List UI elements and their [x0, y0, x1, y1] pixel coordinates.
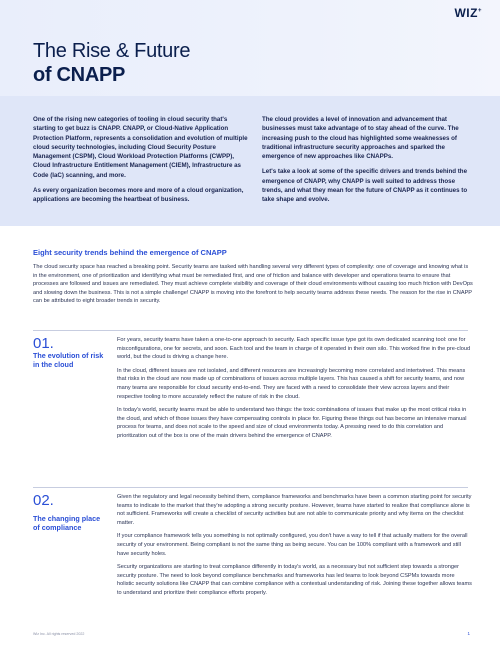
item-paragraph: In today's world, security teams must be able to understand two things: the toxic combinations of issues that make up the most critical risks in the cloud, and which of those issues they have compensating controls in place for. Figuring these things out has become an intensive manual process for teams, and does not scale to the speed and size of cloud environments today. A pressing need to do this correlation and prioritization out of the box is one of the main drivers behind the emergence of CNAPP. [117, 407, 467, 439]
intro-right-p1: The cloud provides a level of innovation and advancement that businesses must take advantage of to stay ahead of the curve. The increasing push to the cloud has highlighted some weaknesses of traditional infrastructure security approaches and sparked the emergence of new approaches like CNAPPs. [262, 116, 459, 161]
item-paragraph: Given the regulatory and legal necessity behind them, compliance frameworks and benchmarks have been a common starting point for security teams to indicate to the market that they're adopting a strong security posture. However, teams have started to realize that compliance alone is not sufficient. Frameworks will create a checklist of security activities but are not able to communicate priority and why items on the checklist matter. [117, 494, 472, 526]
item-paragraph: In the cloud, different issues are not isolated, and different resources are increasingly becoming more correlated and intertwined. This means that risks in the cloud are now made up of combinations of issues across multiple layers. This has caused a shift for security teams, and now many teams are responsible for cloud security end-to-end. They are faced with a need to consolidate their view across layers and their respective tooling to more accurately reflect the nature of risk in the cloud. [117, 367, 466, 400]
intro-left-column [33, 115, 248, 211]
divider [33, 487, 468, 488]
intro-right-p2: Let's take a look at some of the specific drivers and trends behind the emergence of CNAPP, why CNAPP is well suited to address those trends, and what they mean for the future of CNAPP as it continues to take shape and evolve. [262, 168, 468, 204]
page-number: 1 [467, 631, 470, 636]
section-heading: Eight security trends behind the emergence of CNAPP [33, 248, 227, 257]
brand-logo: WIZ+ [454, 6, 482, 20]
page-title-line1: The Rise & Future [33, 40, 191, 62]
item-body [117, 493, 472, 603]
item-paragraph: For years, security teams have taken a one-to-one approach to security. Each specific issue type got its own dedicated scanning tool: one for misconfigurations, one for secrets, and soon. Each tool and the team in charge of it operated in their own silo. This worked fine in the pre-cloud world, but the cloud is driving a change here. [117, 337, 471, 361]
footer-copyright: Wiz Inc. All rights reserved 2022 [33, 632, 85, 636]
divider [33, 330, 468, 331]
item-paragraph: Security organizations are starting to treat compliance differently in today's world, as a necessary but not sufficient step towards a stronger security posture. The need to look beyond compliance benchmarks and frameworks has led teams to look beyond CSPMs towards more holistic security solutions like CNAPP that can combine compliance with a contextual understanding of risk. Joining these together allows teams to understand and prioritize their compliance efforts properly. [117, 564, 472, 596]
item-paragraph: If your compliance framework tells you something is not optimally configured, you don't have a way to tell if that actually matters for the overall security of your environment. Being compliant is not the same thing as being secure. You can be 100% compliant with a framework and still have security holes. [117, 533, 468, 557]
item-number: 01. [33, 335, 54, 352]
intro-left-p2: As every organization becomes more and more of a cloud organization, applications are becoming the heartbeat of business. [33, 187, 244, 204]
item-body [117, 336, 472, 446]
page-title-line2: of CNAPP [33, 64, 126, 86]
item-label: The evolution of risk in the cloud [33, 351, 104, 369]
intro-left-p1: One of the rising new categories of tooling in cloud security that's starting to get buzz is CNAPP. CNAPP, or Cloud-Native Application Protection Platform, represents a consolidation and evolution of multiple cloud security technologies, including Cloud Security Posture Management (CSPM), Cloud Workload Protection Platforms (CWPP), Cloud Infrastructure Entitlement Management (CIEM), Infrastructure as Code (IaC) scanning, and more. [33, 116, 248, 179]
item-number: 02. [33, 492, 54, 509]
section-intro: The cloud security space has reached a breaking point. Security teams are tasked with handling several very different types of complexity: one of coverage and knowing what is in the environment, one of prioritization and identifying what must be remediated first, and one of friction and balance with developer and operations teams to ensure that processes are followed and issues are remediated. They must achieve complete visibility and coverage of their cloud environments without causing too much friction with DevOps and slowing down the business. This is not a simple challenge! CNAPP is moving into the forefront to help security teams address these needs. The reason for the rise in CNAPP can be attributed to eight broader trends in security. [33, 264, 473, 305]
item-label: The changing place of compliance [33, 514, 101, 532]
intro-right-column [262, 115, 477, 211]
